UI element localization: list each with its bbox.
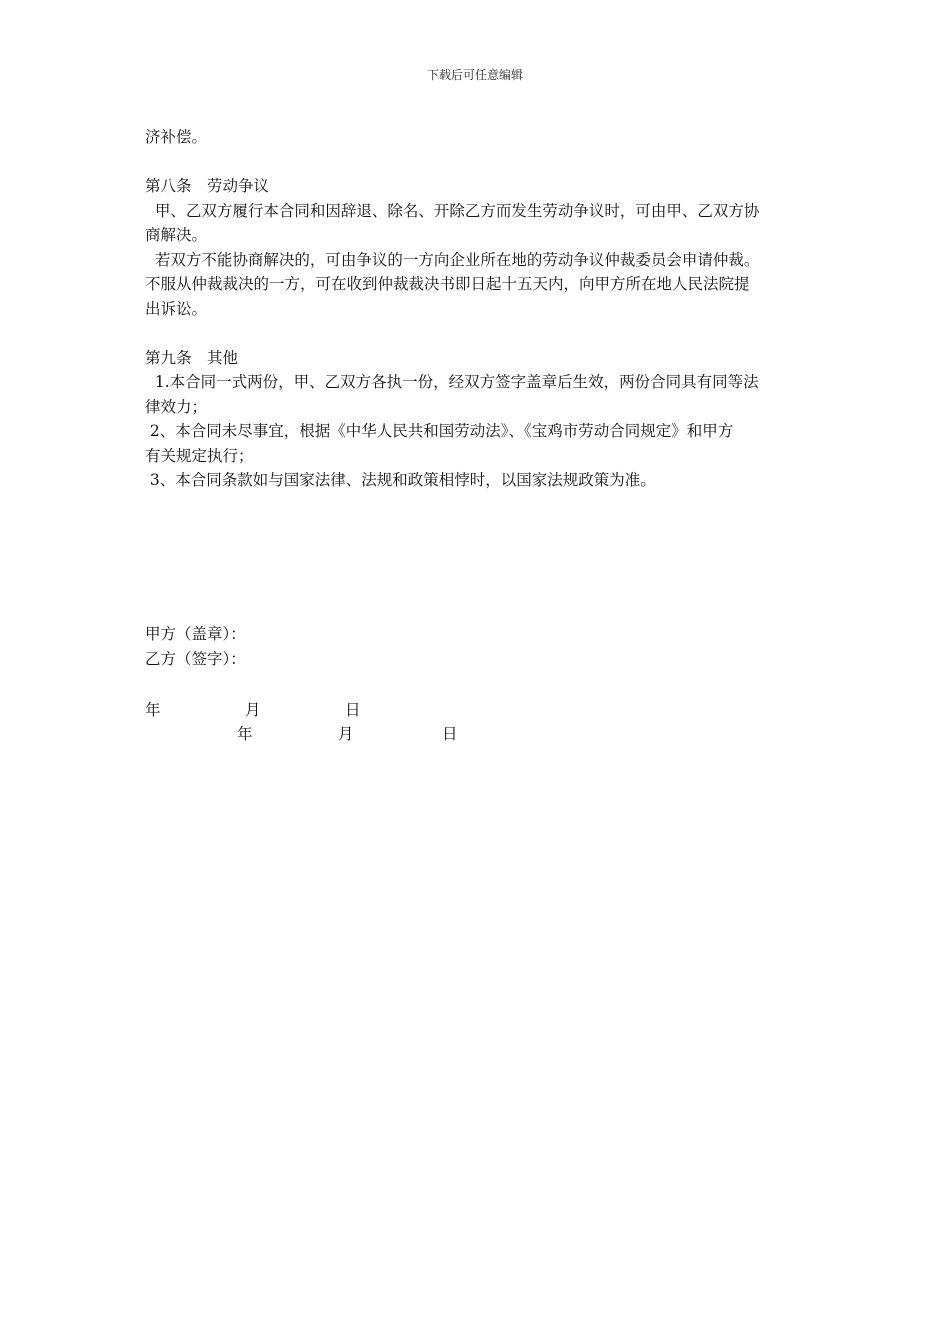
date-row-1-year: 年 (145, 701, 161, 719)
article-8-title: 第八条 劳动争议 (145, 177, 270, 195)
article-9-item-2-line-2: 有关规定执行； (145, 446, 254, 465)
article-8-paragraph-1-line-1: 甲、乙双方履行本合同和因辞退、除名、开除乙方而发生劳动争议时，可由甲、乙双方协 (145, 201, 760, 220)
continuation-text: 济补偿。 (145, 128, 208, 146)
party-a-seal-label: 甲方（盖章）： (145, 625, 246, 643)
page-header-note: 下载后可任意编辑 (426, 68, 523, 82)
spacer (145, 150, 807, 175)
article-9-item-1-line-2: 律效力； (145, 397, 208, 416)
party-b-signature-label: 乙方（签字）： (145, 650, 246, 668)
article-9-item-2-line-1: 2、本合同未尽事宜，根据《中华人民共和国劳动法》、《宝鸡市劳动合同规定》和甲方 (145, 422, 734, 440)
article-8-paragraph-2-line-3: 出诉讼。 (145, 299, 208, 318)
article-8-paragraph-1-line-2: 商解决。 (145, 226, 208, 244)
document-body (145, 125, 807, 493)
date-row-2-year: 年 (237, 725, 253, 743)
date-row-1 (0, 698, 950, 722)
article-8-paragraph-2-line-2: 不服从仲裁裁决的一方，可在收到仲裁裁决书即日起十五天内，向甲方所在地人民法院提 (145, 275, 750, 293)
date-row-1-day: 日 (345, 701, 361, 719)
date-row-2-month: 月 (338, 725, 354, 743)
article-9-item-3-line-1: 3、本合同条款如与国家法律、法规和政策相悖时，以国家法规政策为准。 (145, 471, 656, 489)
article-8-paragraph-2-line-1: 若双方不能协商解决的，可由争议的一方向企业所在地的劳动争议仲裁委员会申请仲裁。 (145, 250, 760, 269)
article-9-title: 第九条 其他 (145, 348, 239, 367)
spacer (145, 321, 807, 346)
date-row-1-month: 月 (245, 701, 261, 719)
date-row-2-day: 日 (442, 725, 458, 743)
article-9-item-1-line-1: 1.本合同一式两份，甲、乙双方各执一份，经双方签字盖章后生效，两份合同具有同等法 (145, 373, 759, 391)
date-row-2 (0, 722, 950, 746)
